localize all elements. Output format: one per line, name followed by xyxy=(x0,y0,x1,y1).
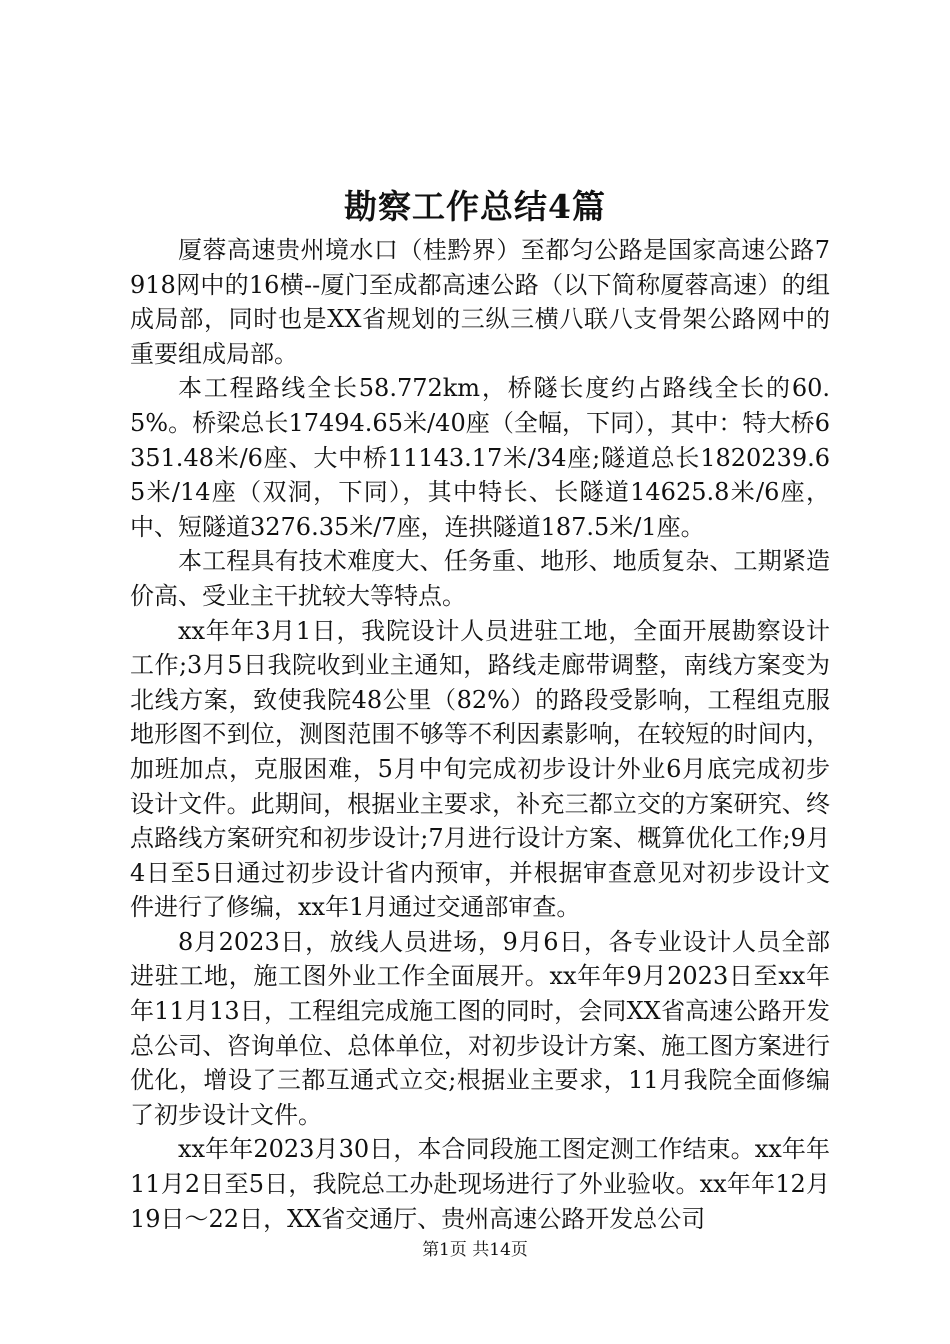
document-body xyxy=(130,233,830,1236)
paragraph: 厦蓉高速贵州境水口（桂黔界）至都匀公路是国家高速公路7918网中的16横--厦门至成都高速公路（以下简称厦蓉高速）的组成局部，同时也是XX省规划的三纵三横八联八支骨架公路网中的重要组成局部。 xyxy=(130,236,830,368)
paragraph: xx年年2023月30日，本合同段施工图定测工作结束。xx年年11月2日至5日，我院总工办赴现场进行了外业验收。xx年年12月19日～22日，XX省交通厅、贵州高速公路开发总公司 xyxy=(130,1135,830,1233)
paragraph: 8月2023日，放线人员进场，9月6日，各专业设计人员全部进驻工地，施工图外业工作全面展开。xx年年9月2023日至xx年年11月13日，工程组完成施工图的同时，会同XX省高速公路开发总公司、咨询单位、总体单位，对初步设计方案、施工图方案进行优化，增设了三都互通式立交;根据业主要求，11月我院全面修编了初步设计文件。 xyxy=(130,927,830,1129)
paragraph: xx年年3月1日，我院设计人员进驻工地，全面开展勘察设计工作;3月5日我院收到业主通知，路线走廊带调整，南线方案变为北线方案，致使我院48公里（82%）的路段受影响，工程组克服地形图不到位，测图范围不够等不利因素影响，在较短的时间内，加班加点，克服困难，5月中旬完成初步设计外业6月底完成初步设计文件。此期间，根据业主要求，补充三都立交的方案研究、终点路线方案研究和初步设计;7月进行设计方案、概算优化工作;9月4日至5日通过初步设计省内预审，并根据审查意见对初步设计文件进行了修编，xx年1月通过交通部审查。 xyxy=(130,616,830,922)
page-footer: 第1页 共14页 xyxy=(422,1240,528,1260)
paragraph: 本工程路线全长58.772km，桥隧长度约占路线全长的60.5%。桥梁总长17494.65米/40座（全幅，下同），其中：特大桥6351.48米/6座、大中桥11143.17米/34座;隧道总长1820239.65米/14座（双洞，下同），其中特长、长隧道14625.8米/6座，中、短隧道3276.35米/7座，连拱隧道187.5米/1座。 xyxy=(130,374,830,541)
paragraph: 本工程具有技术难度大、任务重、地形、地质复杂、工期紧造价高、受业主干扰较大等特点。 xyxy=(130,547,830,610)
document-title: 勘察工作总结4篇 xyxy=(344,187,606,226)
